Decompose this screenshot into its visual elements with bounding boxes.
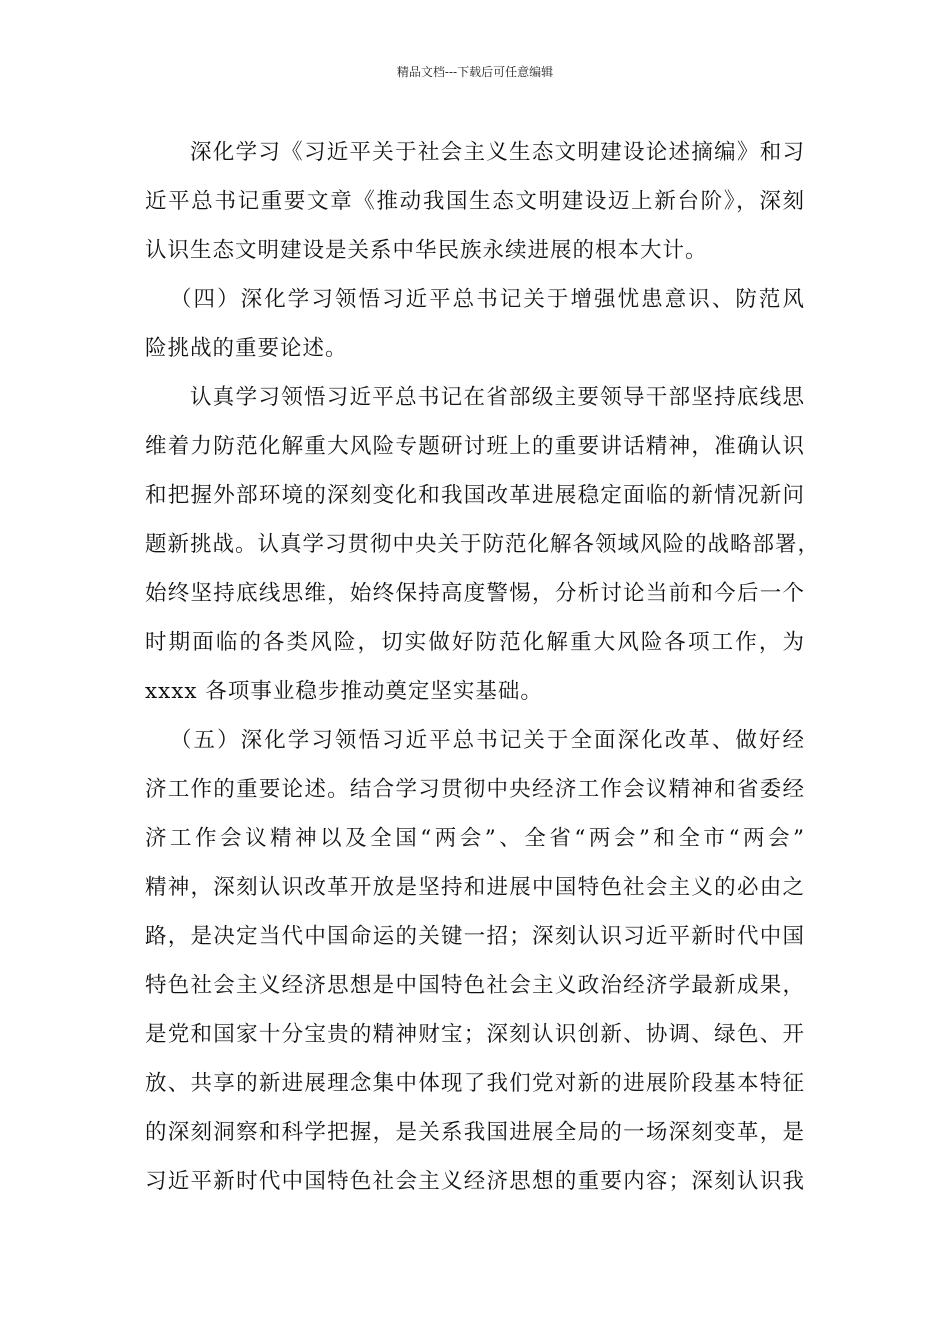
paragraph-3-line-3: 和把握外部环境的深刻变化和我国改革进展稳定面临的新情况新问 [145,483,805,508]
paragraph-2-line-2: 险挑战的重要论述。 [145,336,348,361]
paragraph-2-line-1: （四）深化学习领悟习近平总书记关于增强忧患意识、防范风 [170,287,805,312]
paragraph-4-line-1: （五）深化学习领悟习近平总书记关于全面深化改革、做好经 [170,728,805,753]
paragraph-4-line-5: 路，是决定当代中国命运的关键一招；深刻认识习近平新时代中国 [145,924,805,949]
paragraph-4-line-2: 济工作的重要论述。结合学习贯彻中央经济工作会议精神和省委经 [145,777,805,802]
paragraph-4-line-8: 放、共享的新进展理念集中体现了我们党对新的进展阶段基本特征 [145,1071,805,1096]
paragraph-3-line-4: 题新挑战。认真学习贯彻中央关于防范化解各领域风险的战略部署， [145,532,821,557]
paragraph-3-line-7: xxxx 各项事业稳步推动奠定坚实基础。 [145,679,543,704]
paragraph-1-line-2: 近平总书记重要文章《推动我国生态文明建设迈上新台阶》，深刻 [145,189,805,214]
paragraph-4-line-6: 特色社会主义经济思想是中国特色社会主义政治经济学最新成果， [145,973,805,998]
paragraph-3-line-6: 时期面临的各类风险，切实做好防范化解重大风险各项工作，为 [145,630,805,655]
paragraph-3-line-5: 始终坚持底线思维，始终保持高度警惕，分析讨论当前和今后一个 [145,581,805,606]
paragraph-1-line-3: 认识生态文明建设是关系中华民族永续进展的根本大计。 [145,238,708,263]
page-header: 精品文档---下载后可任意编辑 [396,65,554,79]
paragraph-4-line-10: 习近平新时代中国特色社会主义经济思想的重要内容；深刻认识我 [145,1169,805,1194]
paragraph-4-line-4: 精神，深刻认识改革开放是坚持和进展中国特色社会主义的必由之 [145,875,805,900]
paragraph-4-line-7: 是党和国家十分宝贵的精神财宝；深刻认识创新、协调、绿色、开 [145,1022,805,1047]
paragraph-1-line-1: 深化学习《习近平关于社会主义生态文明建设论述摘编》和习 [190,140,805,165]
paragraph-3-line-2: 维着力防范化解重大风险专题研讨班上的重要讲话精神，准确认识 [145,434,805,459]
paragraph-4-line-9: 的深刻洞察和科学把握，是关系我国进展全局的一场深刻变革，是 [145,1120,805,1145]
paragraph-3-line-1: 认真学习领悟习近平总书记在省部级主要领导干部坚持底线思 [190,385,805,410]
paragraph-4-line-3: 济工作会议精神以及全国“两会”、全省“两会”和全市“两会” [145,826,805,851]
